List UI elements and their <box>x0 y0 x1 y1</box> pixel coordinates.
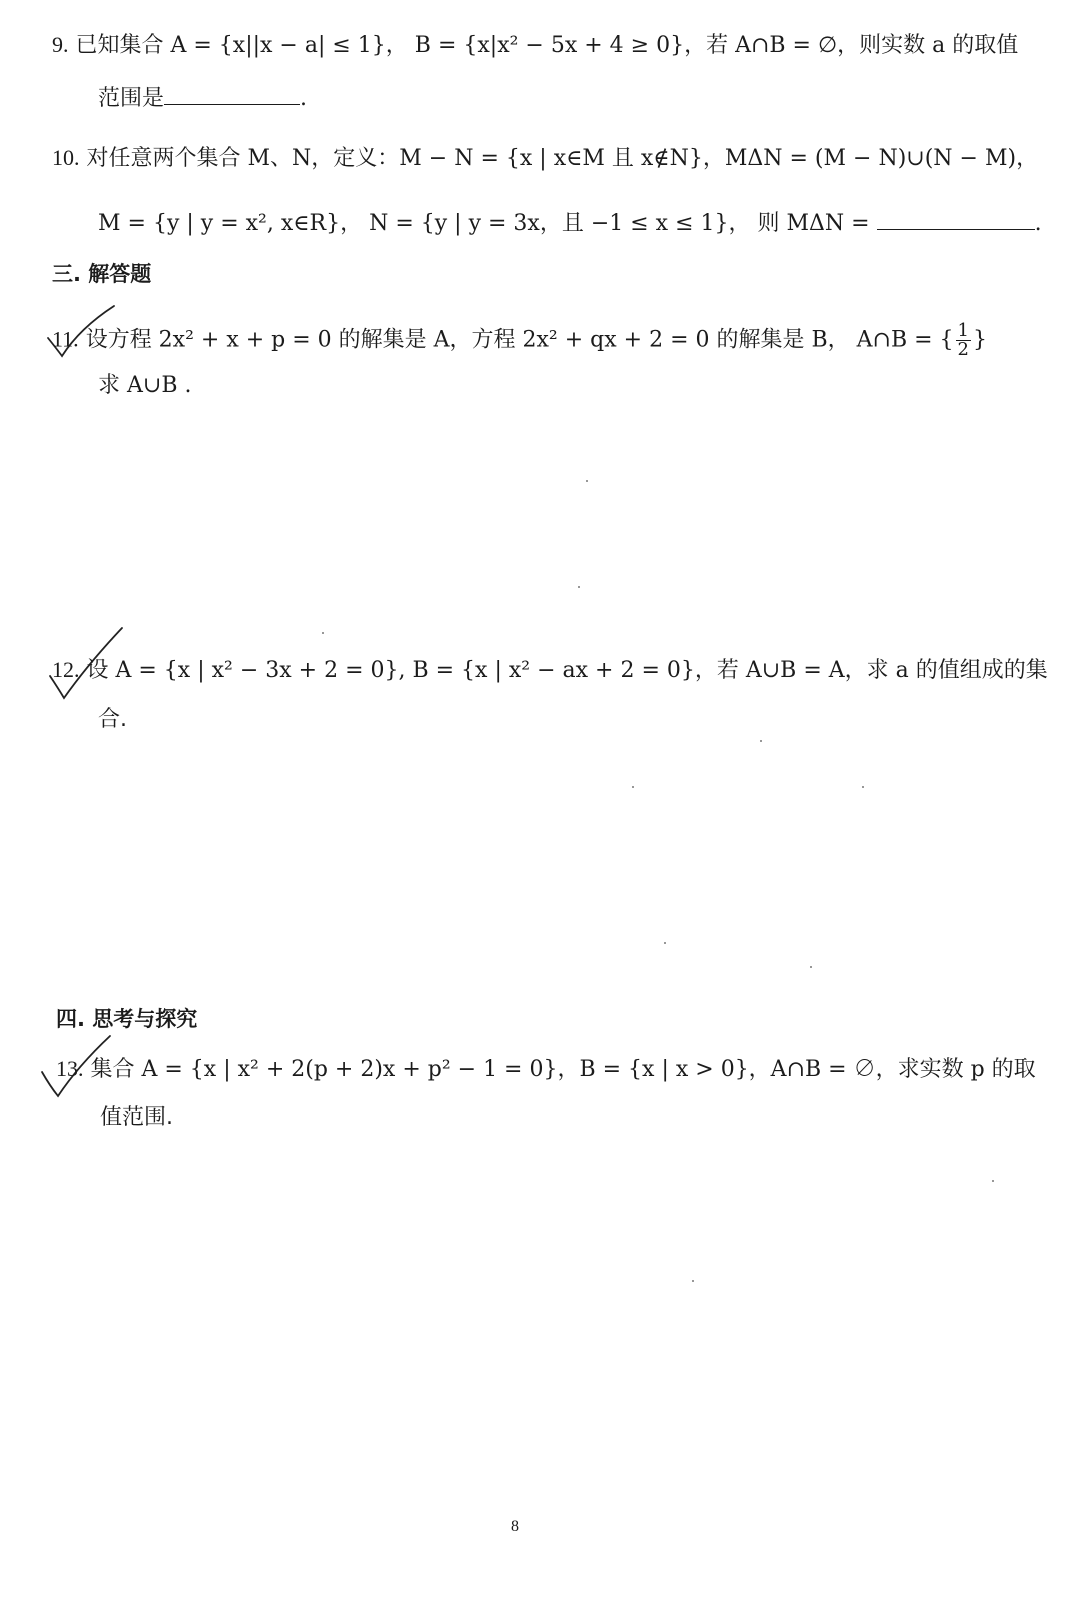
q10-line1 <box>52 143 1038 174</box>
q12-text-2: 合. <box>98 707 127 732</box>
scan-speck <box>760 740 762 742</box>
scan-speck <box>692 1280 694 1282</box>
scan-speck <box>862 786 864 788</box>
q10-number: 10. <box>52 145 80 170</box>
q9-text: 已知集合 A = {x||x − a| ≤ 1}， B = {x|x² − 5x + 4 ≥ 0}，若 A∩B = ∅，则实数 a 的取值 <box>75 33 1019 58</box>
q13-line2 <box>100 1103 173 1133</box>
q9-number: 9. <box>52 32 69 57</box>
q11-text: 设方程 2x² + x + p = 0 的解集是 A，方程 2x² + qx + 2 = 0 的解集是 B， A∩B = { <box>85 327 954 353</box>
q9-text-2: 范围是 <box>98 86 165 111</box>
scan-speck <box>632 786 634 788</box>
q9-line2 <box>98 84 307 114</box>
q11-line1 <box>52 322 987 359</box>
q10-text: 对任意两个集合 M、N，定义：M − N = {x | x∈M 且 x∉N}，MΔN = (M − N)∪(N − M)， <box>86 146 1039 171</box>
q10-end: . <box>1034 211 1042 236</box>
scan-speck <box>992 1180 994 1182</box>
page-number: 8 <box>511 1518 519 1535</box>
q11-number: 11. <box>52 326 79 352</box>
q12-line2 <box>98 705 127 735</box>
scan-speck <box>578 586 580 588</box>
q9-end: . <box>300 86 308 111</box>
q10-text-2: M = {y | y = x², x∈R}， N = {y | y = 3x，且 −1 ≤ x ≤ 1}， 则 MΔN = <box>98 211 870 236</box>
scan-speck <box>322 632 324 634</box>
scan-speck <box>664 942 666 944</box>
q12-line1 <box>52 655 1048 686</box>
section4-heading: 四. 思考与探究 <box>56 1007 198 1031</box>
q11-text-2: 求 A∪B . <box>98 373 192 398</box>
q12-number: 12. <box>52 657 80 682</box>
q13-line1 <box>56 1054 1036 1085</box>
q9-line1 <box>52 30 1018 61</box>
q13-number: 13. <box>56 1056 84 1081</box>
q11-line2 <box>98 371 191 401</box>
q10-line2 <box>98 209 1042 239</box>
q9-answer-blank[interactable] <box>164 84 300 105</box>
q13-text: 集合 A = {x | x² + 2(p + 2)x + p² − 1 = 0}，B = {x | x > 0}，A∩B = ∅，求实数 p 的取 <box>90 1057 1036 1082</box>
q11-end: } <box>973 327 987 353</box>
q10-answer-blank[interactable] <box>877 209 1035 230</box>
q11-fraction <box>956 322 971 359</box>
scan-speck <box>586 480 588 482</box>
q12-text: 设 A = {x | x² − 3x + 2 = 0}, B = {x | x² − ax + 2 = 0}，若 A∪B = A，求 a 的值组成的集 <box>86 658 1048 683</box>
q11-frac-num: 1 <box>957 320 969 341</box>
section3-heading: 三. 解答题 <box>52 262 152 286</box>
q11-frac-den: 2 <box>957 339 969 360</box>
scan-speck <box>810 966 812 968</box>
q13-text-2: 值范围. <box>100 1105 173 1130</box>
